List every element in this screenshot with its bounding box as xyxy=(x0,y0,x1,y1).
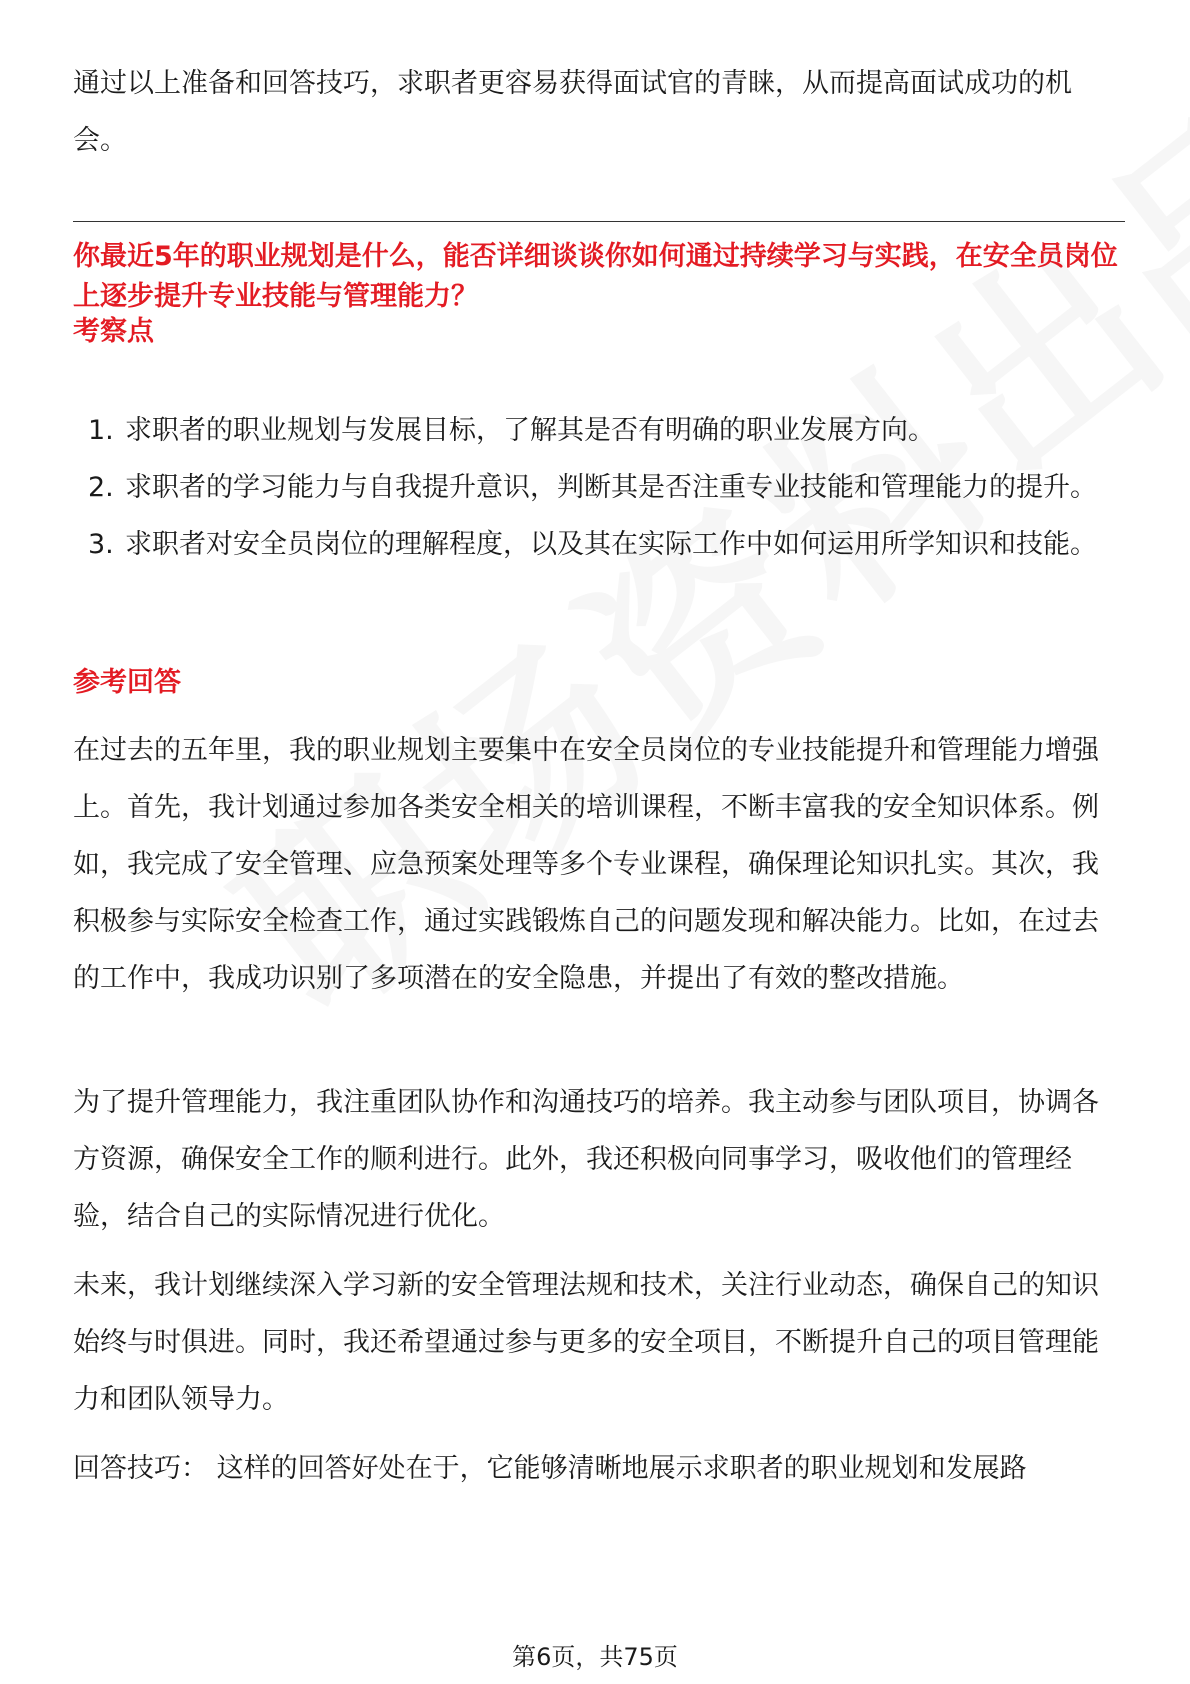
list-number: 3. xyxy=(88,529,114,560)
list-item-text: 求职者对安全员岗位的理解程度，以及其在实际工作中如何运用所学知识和技能。 xyxy=(125,529,1097,560)
points-list xyxy=(73,402,1123,573)
list-item xyxy=(73,459,1123,516)
answer-paragraph: 未来，我计划继续深入学习新的安全管理法规和技术，关注行业动态，确保自己的知识始终与时俱进。同时，我还希望通过参与更多的安全项目，不断提升自己的项目管理能力和团队领导力。 xyxy=(73,1270,1099,1415)
list-item xyxy=(73,402,1123,459)
list-number: 1. xyxy=(88,415,114,446)
answer-paragraph: 为了提升管理能力，我注重团队协作和沟通技巧的培养。我主动参与团队项目，协调各方资源，确保安全工作的顺利进行。此外，我还积极向同事学习，吸收他们的管理经验，结合自己的实际情况进行优化。 xyxy=(73,1087,1099,1232)
list-item-text: 求职者的学习能力与自我提升意识，判断其是否注重专业技能和管理能力的提升。 xyxy=(125,472,1097,503)
intro-paragraph: 通过以上准备和回答技巧，求职者更容易获得面试官的青睐，从而提高面试成功的机会。 xyxy=(73,68,1072,156)
answer-title: 参考回答 xyxy=(73,667,181,698)
page-footer: 第6页，共75页 xyxy=(512,1643,678,1671)
answer-tip-paragraph: 回答技巧： 这样的回答好处在于，它能够清晰地展示求职者的职业规划和发展路 xyxy=(73,1453,1027,1484)
section-divider xyxy=(73,221,1125,222)
list-item xyxy=(73,516,1123,573)
answer-paragraph: 在过去的五年里，我的职业规划主要集中在安全员岗位的专业技能提升和管理能力增强上。首先，我计划通过参加各类安全相关的培训课程，不断丰富我的安全知识体系。例如，我完成了安全管理、应急预案处理等多个专业课程，确保理论知识扎实。其次，我积极参与实际安全检查工作，通过实践锻炼自己的问题发现和解决能力。比如，在过去的工作中，我成功识别了多项潜在的安全隐患，并提出了有效的整改措施。 xyxy=(73,735,1099,994)
list-number: 2. xyxy=(88,472,114,503)
points-title: 考察点 xyxy=(73,316,154,347)
list-item-text: 求职者的职业规划与发展目标，了解其是否有明确的职业发展方向。 xyxy=(125,415,935,446)
question-heading: 你最近5年的职业规划是什么，能否详细谈谈你如何通过持续学习与实践，在安全员岗位上逐步提升专业技能与管理能力？ xyxy=(73,241,1118,312)
